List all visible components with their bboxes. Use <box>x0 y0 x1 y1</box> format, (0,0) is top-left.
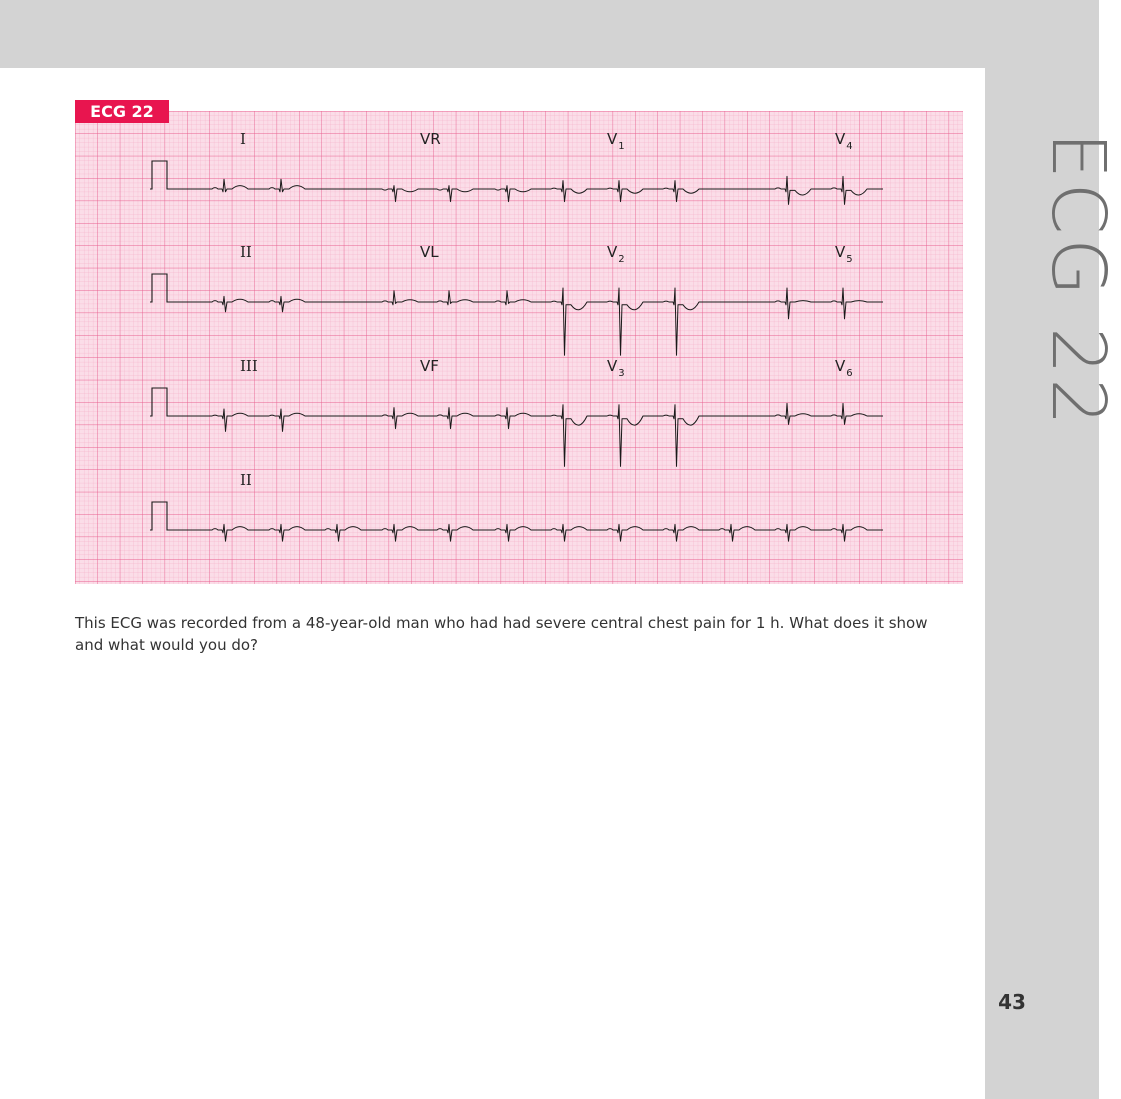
ecg-chart <box>75 111 963 584</box>
lead-label-ii: II <box>240 243 252 261</box>
ecg-grid <box>75 111 963 584</box>
lead-label-ii: II <box>240 471 252 489</box>
lead-label-vl: VL <box>420 243 439 261</box>
lead-label-iii: III <box>240 357 258 375</box>
lead-label-v2: $V_2$ <box>607 243 625 265</box>
lead-label-i: I <box>240 130 246 148</box>
top-band <box>0 0 1099 68</box>
question-caption: This ECG was recorded from a 48-year-old man who had had severe central chest pain for 1 h. What does it show and what would you do? <box>75 614 928 654</box>
lead-label-v5: $V_5$ <box>835 243 853 265</box>
lead-label-v4: $V_4$ <box>835 130 853 152</box>
lead-label-v3: $V_3$ <box>607 357 625 379</box>
lead-label-v1: $V_1$ <box>607 130 625 152</box>
figure-label: ECG 22 <box>75 100 169 123</box>
sidebar-title: ECG 22 <box>1035 132 1121 430</box>
lead-label-vr: VR <box>420 130 441 148</box>
lead-label-v6: $V_6$ <box>835 357 853 379</box>
ecg-figure <box>75 111 963 584</box>
lead-label-vf: VF <box>420 357 439 375</box>
page-number: 43 <box>998 990 1026 1014</box>
